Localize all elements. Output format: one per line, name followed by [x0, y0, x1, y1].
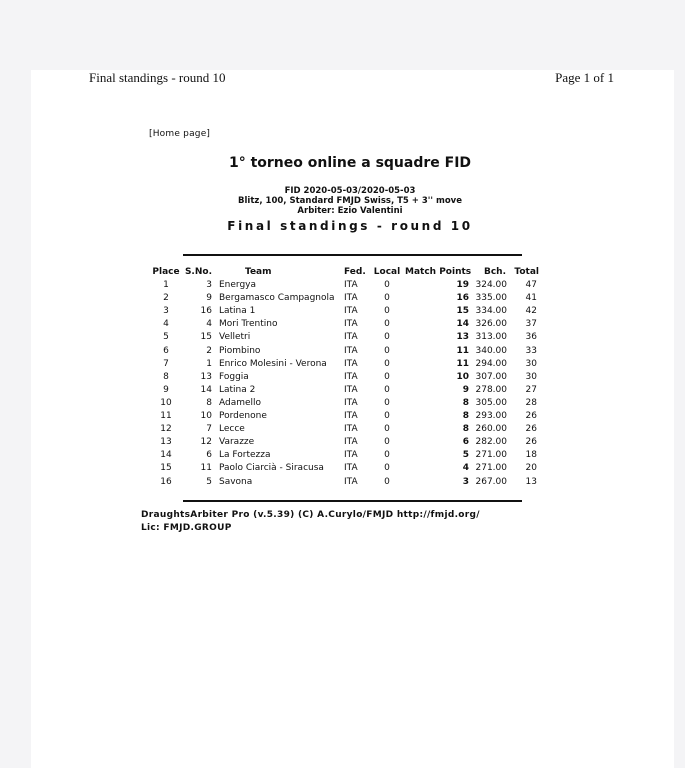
cell-sno: 9	[206, 293, 212, 304]
cell-match-points: 8	[462, 411, 469, 422]
cell-place: 1	[163, 280, 169, 291]
cell-local: 0	[384, 293, 390, 304]
cell-bch: 326.00	[475, 319, 507, 330]
cell-bch: 334.00	[475, 306, 507, 317]
cell-local: 0	[384, 358, 390, 369]
cell-place: 15	[160, 463, 172, 474]
cell-sno: 8	[206, 397, 212, 408]
cell-total: 37	[525, 319, 537, 330]
table-header-row	[150, 266, 550, 279]
cell-bch: 324.00	[475, 280, 507, 291]
col-header-bch: Bch.	[483, 267, 506, 277]
cell-fed: ITA	[344, 358, 358, 369]
table-row	[150, 397, 550, 410]
cell-fed: ITA	[344, 397, 358, 408]
cell-local: 0	[384, 397, 390, 408]
cell-bch: 293.00	[475, 411, 507, 422]
cell-match-points: 19	[456, 280, 469, 291]
cell-sno: 4	[206, 319, 212, 330]
cell-fed: ITA	[344, 476, 358, 487]
cell-team: Adamello	[219, 397, 262, 408]
cell-local: 0	[384, 306, 390, 317]
page-header-title: Final standings - round 10	[89, 70, 226, 85]
cell-local: 0	[384, 476, 390, 487]
cell-total: 20	[525, 463, 537, 474]
cell-bch: 313.00	[475, 332, 507, 343]
cell-team: Piombino	[219, 345, 261, 356]
cell-total: 26	[525, 411, 537, 422]
cell-match-points: 4	[462, 463, 469, 474]
table-row	[150, 318, 550, 331]
cell-bch: 335.00	[475, 293, 507, 304]
cell-local: 0	[384, 463, 390, 474]
cell-team: La Fortezza	[219, 450, 271, 461]
cell-total: 28	[525, 397, 537, 408]
cell-sno: 3	[206, 280, 212, 291]
cell-sno: 14	[200, 384, 212, 395]
table-row	[150, 305, 550, 318]
cell-fed: ITA	[344, 384, 358, 395]
software-credit: DraughtsArbiter Pro (v.5.39) (C) A.Curylo/FMJD http://fmjd.org/	[141, 510, 480, 520]
cell-fed: ITA	[344, 463, 358, 474]
cell-team: Energya	[219, 280, 257, 291]
cell-team: Varazze	[219, 437, 255, 448]
cell-bch: 278.00	[475, 384, 507, 395]
cell-match-points: 16	[456, 293, 469, 304]
top-divider	[183, 254, 522, 256]
cell-match-points: 5	[462, 450, 469, 461]
table-row	[150, 384, 550, 397]
cell-place: 6	[163, 345, 169, 356]
cell-bch: 267.00	[475, 476, 507, 487]
cell-place: 10	[160, 397, 172, 408]
table-row	[150, 410, 550, 423]
cell-total: 41	[525, 293, 537, 304]
cell-match-points: 14	[456, 319, 469, 330]
cell-total: 26	[525, 437, 537, 448]
cell-local: 0	[384, 319, 390, 330]
cell-bch: 305.00	[475, 397, 507, 408]
cell-match-points: 8	[462, 424, 469, 435]
table-row	[150, 476, 550, 489]
table-row	[150, 462, 550, 475]
cell-bch: 307.00	[475, 371, 507, 382]
cell-total: 42	[525, 306, 537, 317]
cell-place: 13	[160, 437, 172, 448]
cell-local: 0	[384, 424, 390, 435]
cell-place: 16	[160, 476, 172, 487]
table-row	[150, 358, 550, 371]
cell-place: 11	[160, 411, 172, 422]
cell-place: 7	[163, 358, 169, 369]
cell-local: 0	[384, 384, 390, 395]
cell-team: Paolo Ciarcià - Siracusa	[219, 463, 324, 474]
cell-total: 36	[525, 332, 537, 343]
cell-sno: 11	[200, 463, 212, 474]
cell-bch: 294.00	[475, 358, 507, 369]
cell-bch: 271.00	[475, 463, 507, 474]
cell-match-points: 9	[462, 384, 469, 395]
table-row	[150, 331, 550, 344]
cell-bch: 260.00	[475, 424, 507, 435]
cell-total: 33	[525, 345, 537, 356]
col-header-total: Total	[514, 267, 539, 277]
cell-fed: ITA	[344, 411, 358, 422]
col-header-team: Team	[245, 267, 272, 277]
cell-bch: 271.00	[475, 450, 507, 461]
cell-place: 5	[163, 332, 169, 343]
cell-fed: ITA	[344, 424, 358, 435]
cell-place: 12	[160, 424, 172, 435]
cell-place: 14	[160, 450, 172, 461]
tournament-format: Blitz, 100, Standard FMJD Swiss, T5 + 3'' move	[238, 196, 462, 206]
document-page	[31, 70, 674, 768]
col-header-local: Local	[373, 267, 401, 277]
cell-team: Mori Trentino	[219, 319, 278, 330]
cell-team: Latina 2	[219, 384, 256, 395]
cell-sno: 15	[200, 332, 212, 343]
table-row	[150, 371, 550, 384]
cell-local: 0	[384, 411, 390, 422]
cell-team: Savona	[219, 476, 253, 487]
cell-fed: ITA	[344, 293, 358, 304]
cell-place: 8	[163, 371, 169, 382]
cell-sno: 10	[200, 411, 212, 422]
cell-fed: ITA	[344, 450, 358, 461]
cell-local: 0	[384, 450, 390, 461]
cell-place: 9	[163, 384, 169, 395]
cell-sno: 5	[206, 476, 212, 487]
home-page-link[interactable]: [Home page]	[149, 129, 211, 139]
cell-total: 26	[525, 424, 537, 435]
cell-match-points: 15	[456, 306, 469, 317]
cell-fed: ITA	[344, 371, 358, 382]
cell-place: 3	[163, 306, 169, 317]
standings-table	[150, 266, 550, 489]
cell-sno: 13	[200, 371, 212, 382]
cell-fed: ITA	[344, 345, 358, 356]
cell-place: 4	[163, 319, 169, 330]
cell-fed: ITA	[344, 280, 358, 291]
table-row	[150, 292, 550, 305]
table-row	[150, 279, 550, 292]
cell-sno: 7	[206, 424, 212, 435]
cell-sno: 2	[206, 345, 212, 356]
standings-heading: Final standings - round 10	[227, 219, 473, 233]
col-header-match-points: Match Points	[405, 267, 472, 277]
table-row	[150, 449, 550, 462]
tournament-arbiter: Arbiter: Ezio Valentini	[297, 206, 403, 216]
cell-total: 13	[525, 476, 537, 487]
cell-place: 2	[163, 293, 169, 304]
cell-total: 18	[525, 450, 537, 461]
cell-local: 0	[384, 345, 390, 356]
cell-fed: ITA	[344, 306, 358, 317]
col-header-sno: S.No.	[184, 267, 212, 277]
col-header-place: Place	[152, 267, 180, 277]
tournament-dates: FID 2020-05-03/2020-05-03	[284, 186, 416, 196]
table-body	[150, 279, 550, 489]
cell-team: Lecce	[219, 424, 245, 435]
cell-team: Bergamasco Campagnola	[219, 293, 335, 304]
cell-match-points: 6	[462, 437, 469, 448]
cell-total: 27	[525, 384, 537, 395]
cell-team: Pordenone	[219, 411, 267, 422]
table-row	[150, 423, 550, 436]
cell-fed: ITA	[344, 319, 358, 330]
table-row	[150, 345, 550, 358]
cell-fed: ITA	[344, 437, 358, 448]
license-note: Lic: FMJD.GROUP	[141, 523, 232, 533]
cell-team: Enrico Molesini - Verona	[219, 358, 327, 369]
cell-total: 30	[525, 371, 537, 382]
cell-local: 0	[384, 371, 390, 382]
col-header-fed: Fed.	[344, 267, 366, 277]
cell-match-points: 11	[456, 358, 469, 369]
cell-fed: ITA	[344, 332, 358, 343]
cell-match-points: 8	[462, 397, 469, 408]
cell-sno: 12	[200, 437, 212, 448]
cell-team: Foggia	[219, 371, 249, 382]
cell-match-points: 10	[456, 371, 469, 382]
page-number: Page 1 of 1	[555, 70, 614, 85]
cell-bch: 340.00	[475, 345, 507, 356]
cell-local: 0	[384, 437, 390, 448]
cell-match-points: 13	[456, 332, 469, 343]
tournament-title: 1° torneo online a squadre FID	[228, 155, 472, 171]
table-row	[150, 436, 550, 449]
cell-sno: 16	[200, 306, 212, 317]
cell-match-points: 11	[456, 345, 469, 356]
cell-match-points: 3	[462, 476, 469, 487]
cell-bch: 282.00	[475, 437, 507, 448]
cell-local: 0	[384, 332, 390, 343]
cell-team: Latina 1	[219, 306, 256, 317]
cell-total: 30	[525, 358, 537, 369]
cell-sno: 1	[206, 358, 212, 369]
cell-sno: 6	[206, 450, 212, 461]
cell-local: 0	[384, 280, 390, 291]
bottom-divider	[183, 500, 522, 502]
cell-team: Velletri	[219, 332, 251, 343]
cell-total: 47	[525, 280, 537, 291]
